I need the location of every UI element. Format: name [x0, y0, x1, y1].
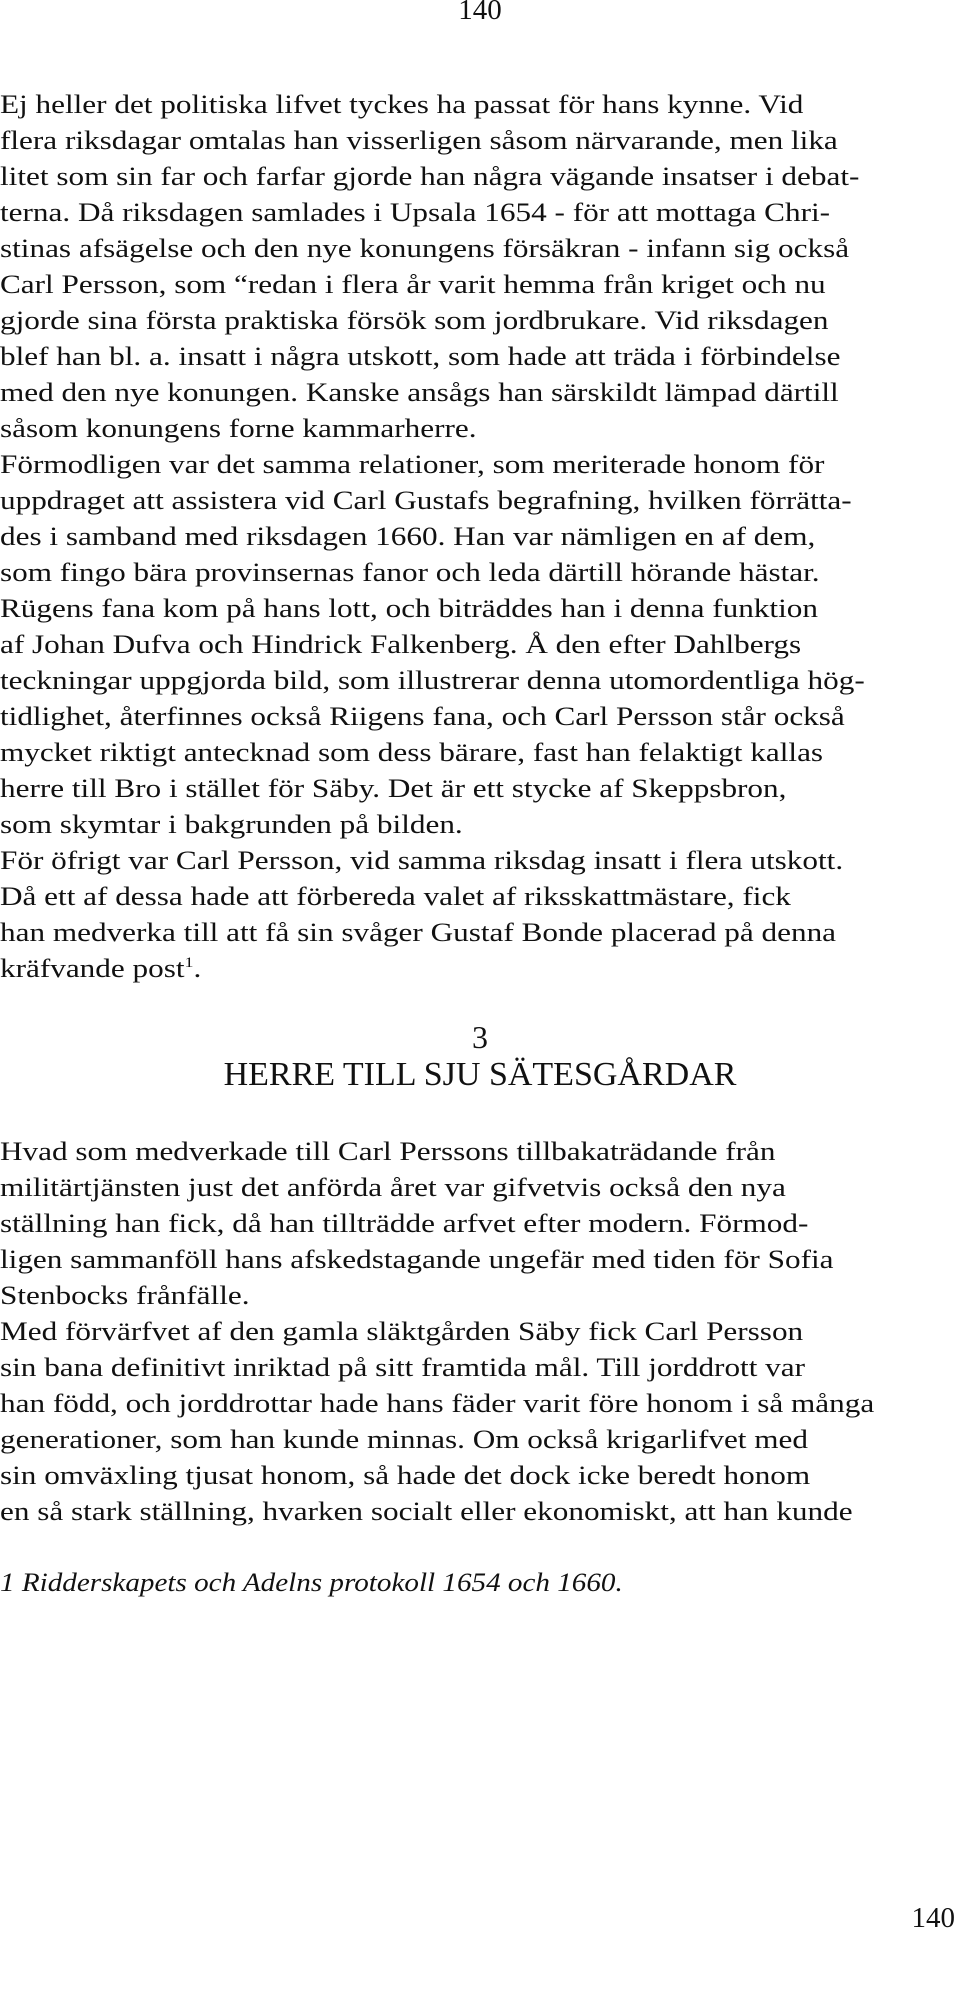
text-line: Då ett af dessa hade att förbereda valet af riksskattmästare, fick — [0, 882, 791, 911]
body-text-part-1 — [0, 87, 960, 987]
text-line: kräfvande post — [0, 954, 185, 983]
text-line: des i samband med riksdagen 1660. Han var nämligen en af dem, — [0, 522, 816, 551]
text-line: stinas afsägelse och den nye konungens försäkran - infann sig också — [0, 234, 850, 263]
page-number-bottom: 140 — [911, 1902, 955, 1934]
text-line: blef han bl. a. insatt i några utskott, som hade att träda i förbindelse — [0, 342, 841, 371]
text-line: såsom konungens forne kammarherre. — [0, 414, 477, 443]
text-line: generationer, som han kunde minnas. Om också krigarlifvet med — [0, 1425, 808, 1454]
text-line: tidlighet, återfinnes också Riigens fana, och Carl Persson står också — [0, 702, 845, 731]
text-line: terna. Då riksdagen samlades i Upsala 1654 - för att mottaga Chri- — [0, 198, 831, 227]
text-line: herre till Bro i stället för Säby. Det är ett stycke af Skeppsbron, — [0, 774, 787, 803]
text-line: militärtjänsten just det anförda året var gifvetvis också den nya — [0, 1173, 786, 1202]
text-line: med den nye konungen. Kanske ansågs han särskildt lämpad därtill — [0, 378, 839, 407]
text-line: som skymtar i bakgrunden på bilden. — [0, 810, 463, 839]
text-line: ställning han fick, då han tillträdde arfvet efter modern. Förmod- — [0, 1209, 809, 1238]
text-line-with-footnote-ref — [0, 951, 960, 987]
section-title: HERRE TILL SJU SÄTESGÅRDAR — [223, 1056, 737, 1093]
body-text-part-2 — [0, 1134, 960, 1530]
text-line: Ej heller det politiska lifvet tyckes ha passat för hans kynne. Vid — [0, 90, 804, 119]
footnote-reference[interactable]: 1 — [184, 955, 194, 971]
text-line: ligen sammanföll hans afskedstagande ungefär med tiden för Sofia — [0, 1245, 834, 1274]
text-line: Med förvärfvet af den gamla släktgården Säby fick Carl Persson — [0, 1317, 804, 1346]
text-line: gjorde sina första praktiska försök som jordbrukare. Vid riksdagen — [0, 306, 829, 335]
text-line: han född, och jorddrottar hade hans fäder varit före honom i så många — [0, 1389, 875, 1418]
line-end-punctuation: . — [193, 954, 202, 983]
text-line: Hvad som medverkade till Carl Perssons tillbakaträdande från — [0, 1137, 776, 1166]
text-line: en så stark ställning, hvarken socialt eller ekonomiskt, att han kunde — [0, 1497, 853, 1526]
page-number-top: 140 — [458, 0, 502, 26]
text-line: han medverka till att få sin svåger Gustaf Bonde placerad på denna — [0, 918, 837, 947]
footnote: 1 Ridderskapets och Adelns protokoll 1654 och 1660. — [0, 1568, 623, 1597]
text-line: sin bana definitivt inriktad på sitt framtida mål. Till jorddrott var — [0, 1353, 806, 1382]
text-line: Stenbocks frånfälle. — [0, 1281, 250, 1310]
section-number: 3 — [472, 1019, 488, 1055]
text-line: teckningar uppgjorda bild, som illustrerar denna utomordentliga hög- — [0, 666, 865, 695]
text-line: För öfrigt var Carl Persson, vid samma riksdag insatt i flera utskott. — [0, 846, 844, 875]
text-line: som fingo bära provinsernas fanor och leda därtill hörande hästar. — [0, 558, 820, 587]
text-line: mycket riktigt antecknad som dess bärare, fast han felaktigt kallas — [0, 738, 824, 767]
text-line: flera riksdagar omtalas han visserligen såsom närvarande, men lika — [0, 126, 838, 155]
text-line: uppdraget att assistera vid Carl Gustafs begrafning, hvilken förrätta- — [0, 486, 852, 515]
text-line: Carl Persson, som “redan i flera år varit hemma från kriget och nu — [0, 270, 826, 299]
text-line: sin omväxling tjusat honom, så hade det dock icke beredt honom — [0, 1461, 811, 1490]
text-line: Förmodligen var det samma relationer, som meriterade honom för — [0, 450, 825, 479]
text-line: Rügens fana kom på hans lott, och biträddes han i denna funktion — [0, 594, 818, 623]
text-line: litet som sin far och farfar gjorde han några vägande insatser i debat- — [0, 162, 860, 191]
text-line: af Johan Dufva och Hindrick Falkenberg. Å den efter Dahlbergs — [0, 630, 802, 659]
